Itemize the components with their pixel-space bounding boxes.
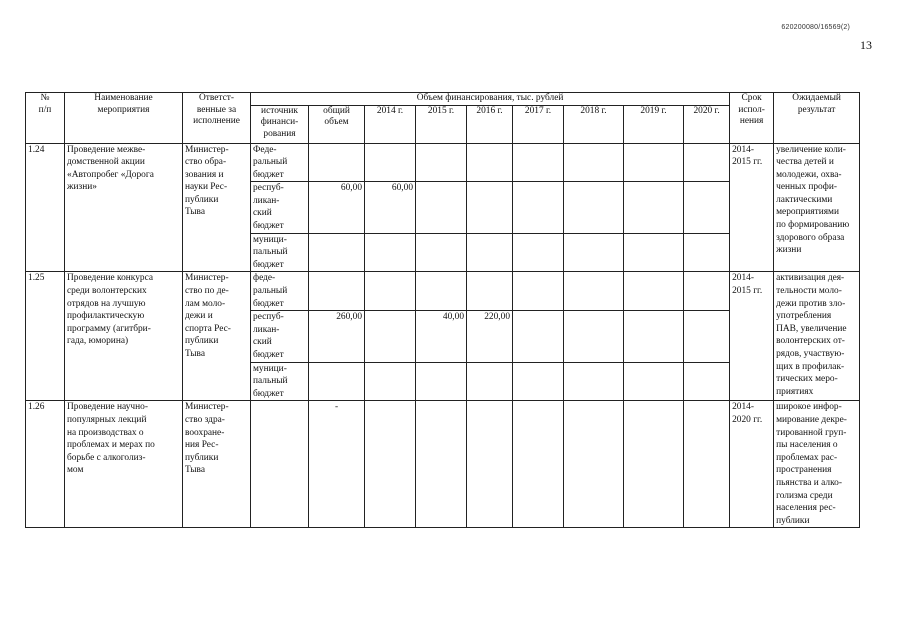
amount-2015 bbox=[416, 401, 467, 528]
activity-name: Проведение конкурса среди волонтерских отрядов на лучшую профилактическую программу (агитбри- гада, юморина) bbox=[65, 272, 183, 401]
total-amount bbox=[309, 233, 365, 272]
amount-2015 bbox=[416, 182, 467, 233]
header-year: 2015 г. bbox=[416, 105, 467, 143]
amount-2018 bbox=[564, 272, 624, 311]
amount-2019 bbox=[624, 272, 684, 311]
expected-result: увеличение коли- чества детей и молодежи, охва- ченных профи- лактическими мероприятиями по формированию здорового образа жизни bbox=[774, 143, 860, 272]
amount-2020 bbox=[684, 311, 730, 362]
header-result: Ожидаемый результат bbox=[774, 93, 860, 144]
amount-2019 bbox=[624, 311, 684, 362]
document-number: 620200080/16569(2) bbox=[781, 24, 850, 31]
row-number: 1.25 bbox=[26, 272, 65, 401]
amount-2014 bbox=[365, 401, 416, 528]
amount-2020 bbox=[684, 143, 730, 182]
term: 2014- 2015 гг. bbox=[730, 143, 774, 272]
total-amount bbox=[309, 272, 365, 311]
page-number: 13 bbox=[860, 38, 872, 52]
amount-2015 bbox=[416, 272, 467, 311]
header-year: 2014 г. bbox=[365, 105, 416, 143]
amount-2016 bbox=[467, 233, 513, 272]
amount-2020 bbox=[684, 233, 730, 272]
header-num: № п/п bbox=[26, 93, 65, 144]
header-responsible: Ответст- венные за исполнение bbox=[183, 93, 251, 144]
term: 2014- 2015 гг. bbox=[730, 272, 774, 401]
total-amount: 60,00 bbox=[309, 182, 365, 233]
funding-source: респуб- ликан- ский бюджет bbox=[251, 182, 309, 233]
amount-2020 bbox=[684, 362, 730, 401]
amount-2018 bbox=[564, 311, 624, 362]
header-year: 2016 г. bbox=[467, 105, 513, 143]
responsible: Министер- ство по де- лам моло- дежи и спорта Рес- публики Тыва bbox=[183, 272, 251, 401]
amount-2019 bbox=[624, 362, 684, 401]
funding-source: Феде- ральный бюджет bbox=[251, 143, 309, 182]
funding-source: респуб- ликан- ский бюджет bbox=[251, 311, 309, 362]
amount-2019 bbox=[624, 143, 684, 182]
total-amount: 260,00 bbox=[309, 311, 365, 362]
amount-2017 bbox=[513, 143, 564, 182]
funding-source bbox=[251, 401, 309, 528]
activity-name: Проведение научно- популярных лекций на производствах о проблемах и мерах по борьбе с алкоголиз- мом bbox=[65, 401, 183, 528]
amount-2014 bbox=[365, 233, 416, 272]
header-year: 2020 г. bbox=[684, 105, 730, 143]
funding-source: муници- пальный бюджет bbox=[251, 233, 309, 272]
amount-2018 bbox=[564, 182, 624, 233]
funding-source: феде- ральный бюджет bbox=[251, 272, 309, 311]
amount-2017 bbox=[513, 182, 564, 233]
amount-2016 bbox=[467, 182, 513, 233]
total-amount: - bbox=[309, 401, 365, 528]
program-table bbox=[25, 92, 860, 528]
amount-2020 bbox=[684, 182, 730, 233]
expected-result: широкое инфор- мирование декре- тированной груп- пы населения о проблемах рас- пространения пьянства и алко- голизма среди населения рес- публики bbox=[774, 401, 860, 528]
amount-2019 bbox=[624, 401, 684, 528]
table-row bbox=[26, 272, 860, 311]
header-name: Наименование мероприятия bbox=[65, 93, 183, 144]
amount-2018 bbox=[564, 143, 624, 182]
term: 2014- 2020 гг. bbox=[730, 401, 774, 528]
amount-2020 bbox=[684, 401, 730, 528]
amount-2014 bbox=[365, 143, 416, 182]
responsible: Министер- ство здра- воохране- ния Рес- публики Тыва bbox=[183, 401, 251, 528]
amount-2015 bbox=[416, 233, 467, 272]
amount-2017 bbox=[513, 311, 564, 362]
amount-2019 bbox=[624, 182, 684, 233]
amount-2018 bbox=[564, 233, 624, 272]
amount-2016 bbox=[467, 143, 513, 182]
header-year: 2018 г. bbox=[564, 105, 624, 143]
header-year: 2019 г. bbox=[624, 105, 684, 143]
amount-2015: 40,00 bbox=[416, 311, 467, 362]
funding-source: муници- пальный бюджет bbox=[251, 362, 309, 401]
row-number: 1.24 bbox=[26, 143, 65, 272]
header-year: 2017 г. bbox=[513, 105, 564, 143]
amount-2018 bbox=[564, 362, 624, 401]
row-number: 1.26 bbox=[26, 401, 65, 528]
amount-2014 bbox=[365, 362, 416, 401]
amount-2020 bbox=[684, 272, 730, 311]
amount-2014: 60,00 bbox=[365, 182, 416, 233]
total-amount bbox=[309, 143, 365, 182]
amount-2017 bbox=[513, 233, 564, 272]
amount-2014 bbox=[365, 311, 416, 362]
amount-2017 bbox=[513, 272, 564, 311]
amount-2016 bbox=[467, 401, 513, 528]
table-row bbox=[26, 143, 860, 182]
amount-2015 bbox=[416, 362, 467, 401]
amount-2018 bbox=[564, 401, 624, 528]
expected-result: активизация дея- тельности моло- дежи против зло- употребления ПАВ, увеличение волонтерских от- рядов, участвую- щих в профилак- тических меро- приятиях bbox=[774, 272, 860, 401]
header-source: источник финанси- рования bbox=[251, 105, 309, 143]
activity-name: Проведение межве- домственной акции «Автопробег «Дорога жизни» bbox=[65, 143, 183, 272]
amount-2017 bbox=[513, 362, 564, 401]
header-term: Срок испол- нения bbox=[730, 93, 774, 144]
total-amount bbox=[309, 362, 365, 401]
amount-2014 bbox=[365, 272, 416, 311]
amount-2017 bbox=[513, 401, 564, 528]
amount-2016 bbox=[467, 362, 513, 401]
amount-2019 bbox=[624, 233, 684, 272]
header-funding: Объем финансирования, тыс. рублей bbox=[251, 93, 730, 106]
amount-2015 bbox=[416, 143, 467, 182]
responsible: Министер- ство обра- зования и науки Рес- публики Тыва bbox=[183, 143, 251, 272]
amount-2016: 220,00 bbox=[467, 311, 513, 362]
header-total: общий объем bbox=[309, 105, 365, 143]
table-row bbox=[26, 401, 860, 528]
amount-2016 bbox=[467, 272, 513, 311]
